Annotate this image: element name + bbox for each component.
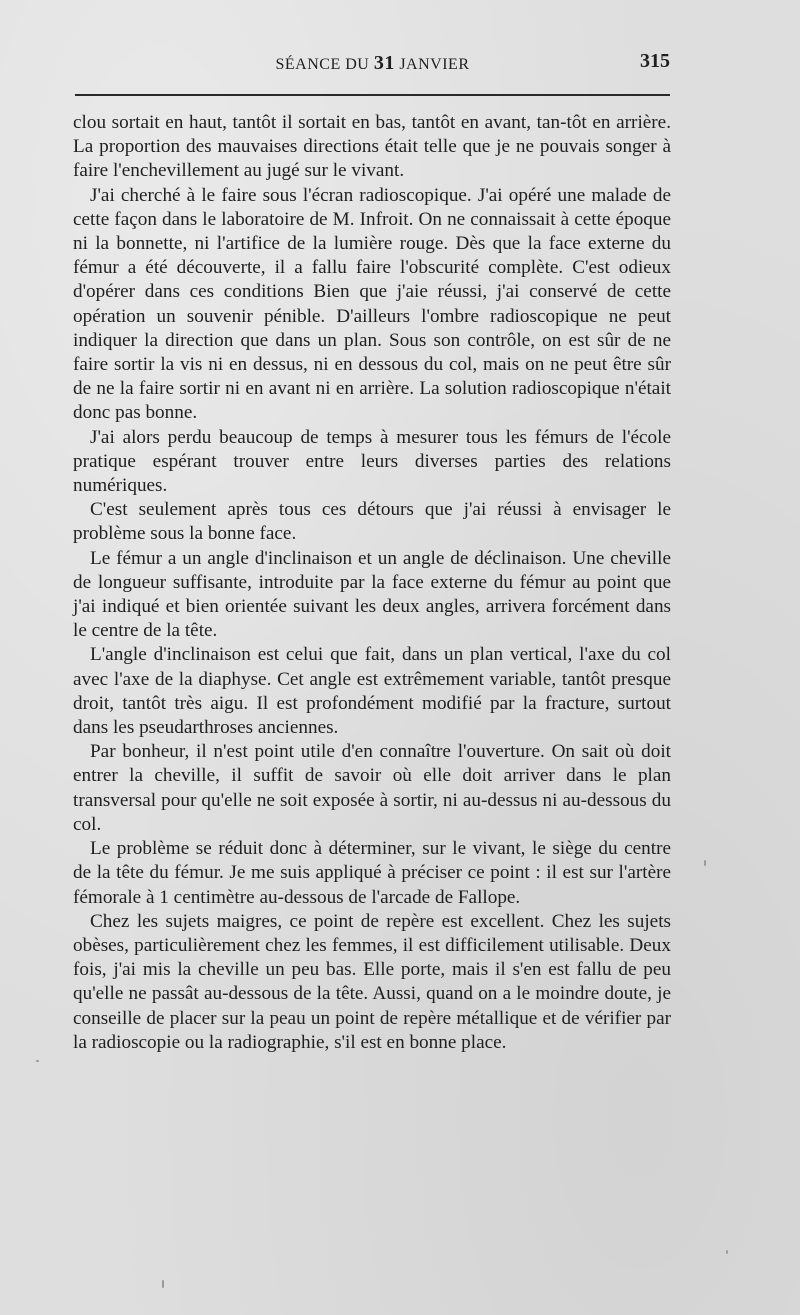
paragraph-1: clou sortait en haut, tantôt il sortait en bas, tantôt en avant, tan-tôt en arrière. La proportion des mauvaises directions était telle que je ne pouvais songer à faire l'enchevillement au jugé sur le vivant. [73,112,671,182]
paragraph-9: Chez les sujets maigres, ce point de repère est excellent. Chez les sujets obèses, particulièrement chez les femmes, il est difficilement utilisable. Deux fois, j'ai mis la cheville un peu bas. Elle porte, mais il s'en est fallu de peu qu'elle ne passât au-dessous de la tête. Aussi, quand on a le moindre doute, je conseille de placer sur la peau un point de repère métallique et de vérifier par la radioscopie ou la radiographie, s'il est en bonne place. [73,910,671,1053]
paper-speck [162,1280,164,1288]
paragraph-8: Le problème se réduit donc à déterminer, sur le vivant, le siège du centre de la tête du fémur. Je me suis appliqué à préciser ce point : il est sur l'artère fémorale à 1 centimètre au-dessous de l'arcade de Fallope. [73,838,671,908]
page-header [75,52,670,80]
paragraph-5: Le fémur a un angle d'inclinaison et un angle de déclinaison. Une cheville de longueur suffisante, introduite par la face externe du fémur au point que j'ai indiqué et bien orientée suivant les deux angles, arrivera forcément dans le centre de la tête. [73,547,671,642]
paper-speck [704,860,706,866]
running-title-prefix: SÉANCE DU [275,56,370,73]
paragraph-2: J'ai cherché à le faire sous l'écran radioscopique. J'ai opéré une malade de cette façon dans le laboratoire de M. Infroit. On ne connaissait à cette époque ni la bonnette, ni l'artifice de la lumière rouge. Dès que la face externe du fémur a été découverte, il a fallu faire l'obscurité complète. C'est odieux d'opérer dans ces conditions Bien que j'aie réussi, j'ai conservé de cette opération un souvenir pénible. D'ailleurs l'ombre radioscopique ne peut indiquer la direction que dans un plan. Sous son contrôle, on est sûr de ne faire sortir la vis ni en dessus, ni en dessous du col, mais on ne peut être sûr de ne la faire sortir ni en avant ni en arrière. La solution radioscopique n'était donc pas bonne. [73,184,671,424]
paragraph-3: J'ai alors perdu beaucoup de temps à mesurer tous les fémurs de l'école pratique espérant trouver entre leurs diverses parties des relations numériques. [73,426,671,497]
paper-speck [726,1250,728,1254]
paragraph-6: L'angle d'inclinaison est celui que fait, dans un plan vertical, l'axe du col avec l'axe de la diaphyse. Cet angle est extrêmement variable, tantôt presque droit, tantôt très aigu. Il est profondément modifié par la fracture, surtout dans les pseudarthroses anciennes. [73,644,671,739]
running-title [75,52,670,75]
paragraph-7: Par bonheur, il n'est point utile d'en connaître l'ouverture. On sait où doit entrer la cheville, il suffit de savoir où elle doit arriver dans le plan transversal pour qu'elle ne soit exposée à sortir, ni au-dessus ni au-dessous du col. [73,741,671,835]
body-text [73,111,671,1055]
running-title-month: JANVIER [399,56,470,73]
paper-speck [36,1060,39,1062]
page-number: 315 [640,50,670,72]
paragraph-4: C'est seulement après tous ces détours que j'ai réussi à envisager le problème sous la bonne face. [73,499,671,545]
running-title-day: 31 [373,52,395,74]
header-rule [75,94,670,96]
